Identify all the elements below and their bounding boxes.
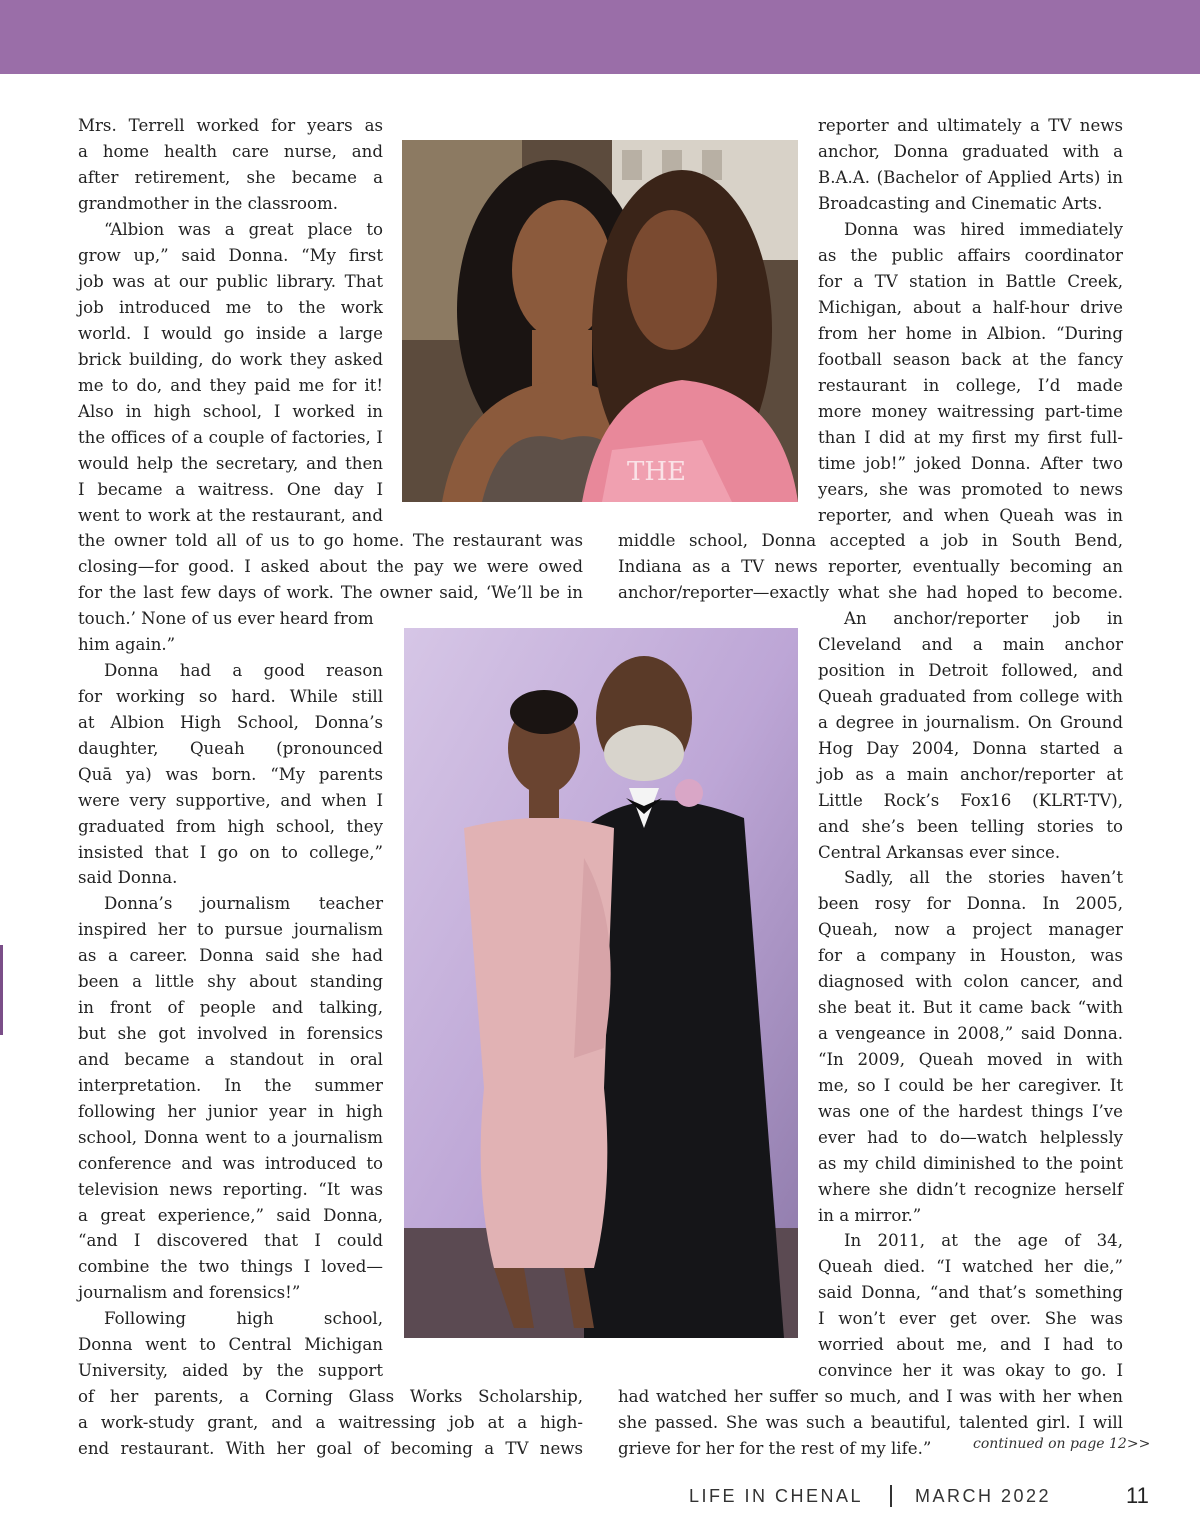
footer-issue-date: MARCH 2022 — [915, 1486, 1052, 1506]
col2-line: as my child diminished to the point — [818, 1154, 1123, 1173]
col1-line: school, Donna went to a journalism — [78, 1128, 383, 1147]
col2-line: In 2011, at the age of 34, — [844, 1231, 1123, 1250]
col1-line: Donna’s journalism teacher — [104, 894, 383, 913]
col2-line: Little Rock’s Fox16 (KLRT-TV), — [818, 791, 1123, 810]
page-number: 11 — [1126, 1483, 1149, 1508]
col1-line: at Albion High School, Donna’s — [78, 713, 383, 732]
col2-line: years, she was promoted to news — [818, 480, 1123, 499]
col2-line: convince her it was okay to go. I — [818, 1361, 1123, 1380]
col1-line: inspired her to pursue journalism — [78, 920, 383, 939]
col2-line: worried about me, and I had to — [818, 1335, 1123, 1354]
photo-two-women — [402, 140, 798, 502]
col1-line: combine the two things I loved— — [78, 1257, 383, 1276]
col1-line: Donna had a good reason — [104, 661, 383, 680]
col1-line: television news reporting. “It was — [78, 1180, 383, 1199]
col2-line: she beat it. But it came back “with — [818, 998, 1123, 1017]
col1-line: the offices of a couple of factories, I — [78, 428, 383, 447]
col2-line: Broadcasting and Cinematic Arts. — [818, 194, 1103, 213]
col1-line: for the last few days of work. The owner said, ‘We’ll be in — [78, 583, 583, 602]
col2-line: time job!” joked Donna. After two — [818, 454, 1123, 473]
col1-line: interpretation. In the summer — [78, 1076, 383, 1095]
col2-line: anchor, Donna graduated with a — [818, 142, 1123, 161]
col2-line: a degree in journalism. On Ground — [818, 713, 1123, 732]
svg-text:THE: THE — [627, 457, 686, 487]
col2-line: Central Arkansas ever since. — [818, 843, 1061, 862]
col2-line: been rosy for Donna. In 2005, — [818, 894, 1123, 913]
col2-line: more money waitressing part-time — [818, 402, 1123, 421]
col1-line: a work-study grant, and a waitressing job at a high- — [78, 1413, 583, 1432]
col2-line: grieve for her for the rest of my life.” — [618, 1439, 932, 1458]
col1-line: were very supportive, and when I — [78, 791, 383, 810]
col1-line: grow up,” said Donna. “My first — [78, 246, 383, 265]
col2-line: Queah, now a project manager — [818, 920, 1123, 939]
col2-line: Donna was hired immediately — [844, 220, 1123, 239]
col1-line: grandmother in the classroom. — [78, 194, 339, 213]
col1-line: been a little shy about standing — [78, 972, 383, 991]
col1-line: in front of people and talking, — [78, 998, 383, 1017]
col1-line: I became a waitress. One day I — [78, 480, 383, 499]
page-footer — [0, 1480, 1200, 1520]
col1-line: University, aided by the support — [78, 1361, 383, 1380]
col1-line: said Donna. — [78, 868, 178, 887]
col2-line: for a company in Houston, was — [818, 946, 1123, 965]
col1-line: graduated from high school, they — [78, 817, 383, 836]
col2-line: restaurant in college, I’d made — [818, 376, 1123, 395]
col2-line: diagnosed with colon cancer, and — [818, 972, 1123, 991]
col1-line: journalism and forensics!” — [78, 1283, 301, 1302]
col2-line: and she’s been telling stories to — [818, 817, 1123, 836]
col1-line: the owner told all of us to go home. The restaurant was — [78, 531, 583, 550]
col1-line: Mrs. Terrell worked for years as — [78, 116, 383, 135]
col1-line: job introduced me to the work — [78, 298, 383, 317]
col1-line: job was at our public library. That — [78, 272, 383, 291]
col2-line: football season back at the fancy — [818, 350, 1123, 369]
col1-line: conference and was introduced to — [78, 1154, 383, 1173]
photo-couple-formal-illustration — [404, 628, 798, 1338]
col1-line: for working so hard. While still — [78, 687, 383, 706]
col2-line: as the public affairs coordinator — [818, 246, 1123, 265]
col1-line: “and I discovered that I could — [78, 1231, 383, 1250]
col2-line: anchor/reporter—exactly what she had hoped to become. — [618, 583, 1123, 602]
footer-magazine-name: LIFE IN CHENAL — [688, 1486, 863, 1506]
col2-line: had watched her suffer so much, and I was with her when — [618, 1387, 1123, 1406]
col2-line: middle school, Donna accepted a job in South Bend, — [618, 531, 1123, 550]
col2-line: a vengeance in 2008,” said Donna. — [818, 1024, 1123, 1043]
col1-line: but she got involved in forensics — [78, 1024, 383, 1043]
photo-couple-formal — [404, 628, 798, 1338]
col1-line: a home health care nurse, and — [78, 142, 383, 161]
col1-line: Donna went to Central Michigan — [78, 1335, 383, 1354]
col2-line: for a TV station in Battle Creek, — [818, 272, 1123, 291]
col2-line: An anchor/reporter job in — [844, 609, 1123, 628]
col2-line: Queah graduated from college with — [818, 687, 1123, 706]
col1-line: brick building, do work they asked — [78, 350, 383, 369]
col2-line: said Donna, “and that’s something — [818, 1283, 1123, 1302]
col1-line: went to work at the restaurant, and — [78, 506, 383, 525]
col1-line: as a career. Donna said she had — [78, 946, 383, 965]
footer-divider — [890, 1485, 892, 1507]
col2-line: Hog Day 2004, Donna started a — [818, 739, 1123, 758]
col1-line: him again.” — [78, 635, 176, 654]
col1-line: “Albion was a great place to — [104, 220, 383, 239]
col1-line: end restaurant. With her goal of becoming a TV news — [78, 1439, 583, 1458]
col2-line: ever had to do—watch helplessly — [818, 1128, 1123, 1147]
col2-line: Sadly, all the stories haven’t — [844, 868, 1123, 887]
col1-line: after retirement, she became a — [78, 168, 383, 187]
col1-line: following her junior year in high — [78, 1102, 383, 1121]
col2-line: she passed. She was such a beautiful, talented girl. I will — [618, 1413, 1123, 1432]
header-band — [0, 0, 1200, 74]
col2-line: reporter, and when Queah was in — [818, 506, 1123, 525]
col2-line: reporter and ultimately a TV news — [818, 116, 1123, 135]
col2-line: job as a main anchor/reporter at — [818, 765, 1123, 784]
col1-line: and became a standout in oral — [78, 1050, 383, 1069]
col2-line: I won’t ever get over. She was — [818, 1309, 1123, 1328]
page-edge-tab — [0, 945, 3, 1035]
col2-line: B.A.A. (Bachelor of Applied Arts) in — [818, 168, 1123, 187]
photo-two-women-illustration — [402, 140, 798, 502]
col2-line: Indiana as a TV news reporter, eventually becoming an — [618, 557, 1123, 576]
col2-line: was one of the hardest things I’ve — [818, 1102, 1123, 1121]
col1-line: touch.’ None of us ever heard from — [78, 609, 374, 628]
col1-line: a great experience,” said Donna, — [78, 1206, 383, 1225]
col2-line: position in Detroit followed, and — [818, 661, 1123, 680]
col1-line: me to do, and they paid me for it! — [78, 376, 383, 395]
col2-line: than I did at my first my first full- — [818, 428, 1123, 447]
col1-line: closing—for good. I asked about the pay we were owed — [78, 557, 583, 576]
col1-line: insisted that I go on to college,” — [78, 843, 383, 862]
col2-line: me, so I could be her caregiver. It — [818, 1076, 1123, 1095]
col1-line: Also in high school, I worked in — [78, 402, 383, 421]
continued-note[interactable]: continued on page 12>> — [973, 1436, 1151, 1452]
col2-line: Cleveland and a main anchor — [818, 635, 1123, 654]
col2-line: Michigan, about a half-hour drive — [818, 298, 1123, 317]
col1-line: Quā ya) was born. “My parents — [78, 765, 383, 784]
col1-line: world. I would go inside a large — [78, 324, 383, 343]
col2-line: in a mirror.” — [818, 1206, 922, 1225]
col2-line: “In 2009, Queah moved in with — [818, 1050, 1123, 1069]
col2-line: Queah died. “I watched her die,” — [818, 1257, 1123, 1276]
col1-line: of her parents, a Corning Glass Works Scholarship, — [78, 1387, 583, 1406]
col1-line: Following high school, — [104, 1309, 383, 1328]
col2-line: from her home in Albion. “During — [818, 324, 1123, 343]
col2-line: where she didn’t recognize herself — [818, 1180, 1123, 1199]
col1-line: daughter, Queah (pronounced — [78, 739, 383, 758]
col1-line: would help the secretary, and then — [78, 454, 383, 473]
